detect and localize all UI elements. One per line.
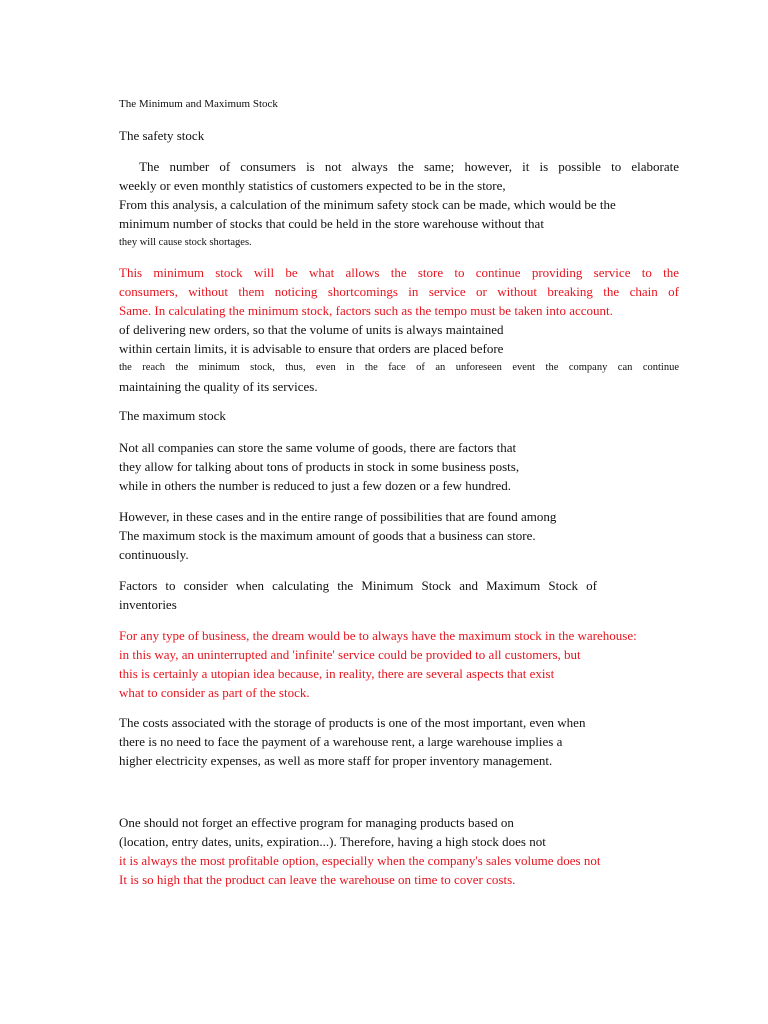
paragraph-7-red-line-4: It is so high that the product can leave the warehouse on time to cover costs. xyxy=(119,872,516,887)
paragraph-6-line-3: higher electricity expenses, as well as more staff for proper inventory management. xyxy=(119,753,553,768)
paragraph-5-red-line-4: what to consider as part of the stock. xyxy=(119,685,310,700)
paragraph-5-red-line-1: For any type of business, the dream would be to always have the maximum stock in the warehouse: xyxy=(119,628,637,643)
paragraph-1-line-1: The number of consumers is not always the same; however, it is possible to elaborate xyxy=(119,159,679,174)
paragraph-1-line-2: weekly or even monthly statistics of customers expected to be in the store, xyxy=(119,178,506,193)
paragraph-5-red-line-2: in this way, an uninterrupted and 'infinite' service could be provided to all customers, but xyxy=(119,647,581,662)
paragraph-7-red-line-3: it is always the most profitable option, especially when the company's sales volume does not xyxy=(119,853,601,868)
paragraph-2-line-7: maintaining the quality of its services. xyxy=(119,379,318,394)
paragraph-7-line-1: One should not forget an effective program for managing products based on xyxy=(119,815,514,830)
paragraph-3-line-2: they allow for talking about tons of products in stock in some business posts, xyxy=(119,459,520,474)
paragraph-4-line-1: However, in these cases and in the entire range of possibilities that are found among xyxy=(119,509,557,524)
paragraph-2-line-4: of delivering new orders, so that the volume of units is always maintained xyxy=(119,322,504,337)
paragraph-2-line-6: the reach the minimum stock, thus, even in the face of an unforeseen event the company can continue xyxy=(119,362,679,373)
factors-heading-line-1: Factors to consider when calculating the Minimum Stock and Maximum Stock of xyxy=(119,578,597,593)
paragraph-7-line-2: (location, entry dates, units, expiration...). Therefore, having a high stock does not xyxy=(119,834,546,849)
paragraph-1-line-4: minimum number of stocks that could be held in the store warehouse without that xyxy=(119,216,544,231)
paragraph-5-red-line-3: this is certainly a utopian idea because, in reality, there are several aspects that exist xyxy=(119,666,555,681)
maximum-stock-heading: The maximum stock xyxy=(119,408,226,423)
paragraph-6-line-1: The costs associated with the storage of products is one of the most important, even when xyxy=(119,715,586,730)
paragraph-3-line-3: while in others the number is reduced to just a few dozen or a few hundred. xyxy=(119,478,512,493)
paragraph-2-red-line-1: This minimum stock will be what allows the store to continue providing service to the xyxy=(119,265,679,280)
paragraph-4-line-3: continuously. xyxy=(119,547,189,562)
paragraph-1-line-5: they will cause stock shortages. xyxy=(119,237,252,248)
paragraph-2-red-line-2: consumers, without them noticing shortcomings in service or without breaking the chain of xyxy=(119,284,679,299)
paragraph-6-line-2: there is no need to face the payment of a warehouse rent, a large warehouse implies a xyxy=(119,734,563,749)
paragraph-4-line-2: The maximum stock is the maximum amount of goods that a business can store. xyxy=(119,528,536,543)
paragraph-2-line-5: within certain limits, it is advisable to ensure that orders are placed before xyxy=(119,341,504,356)
paragraph-2-red-line-3: Same. In calculating the minimum stock, factors such as the tempo must be taken into account. xyxy=(119,303,613,318)
safety-stock-heading: The safety stock xyxy=(119,128,205,143)
paragraph-3-line-1: Not all companies can store the same volume of goods, there are factors that xyxy=(119,440,517,455)
paragraph-1-line-3: From this analysis, a calculation of the minimum safety stock can be made, which would be the xyxy=(119,197,616,212)
factors-heading-line-2: inventories xyxy=(119,597,177,612)
document-title: The Minimum and Maximum Stock xyxy=(119,98,278,110)
